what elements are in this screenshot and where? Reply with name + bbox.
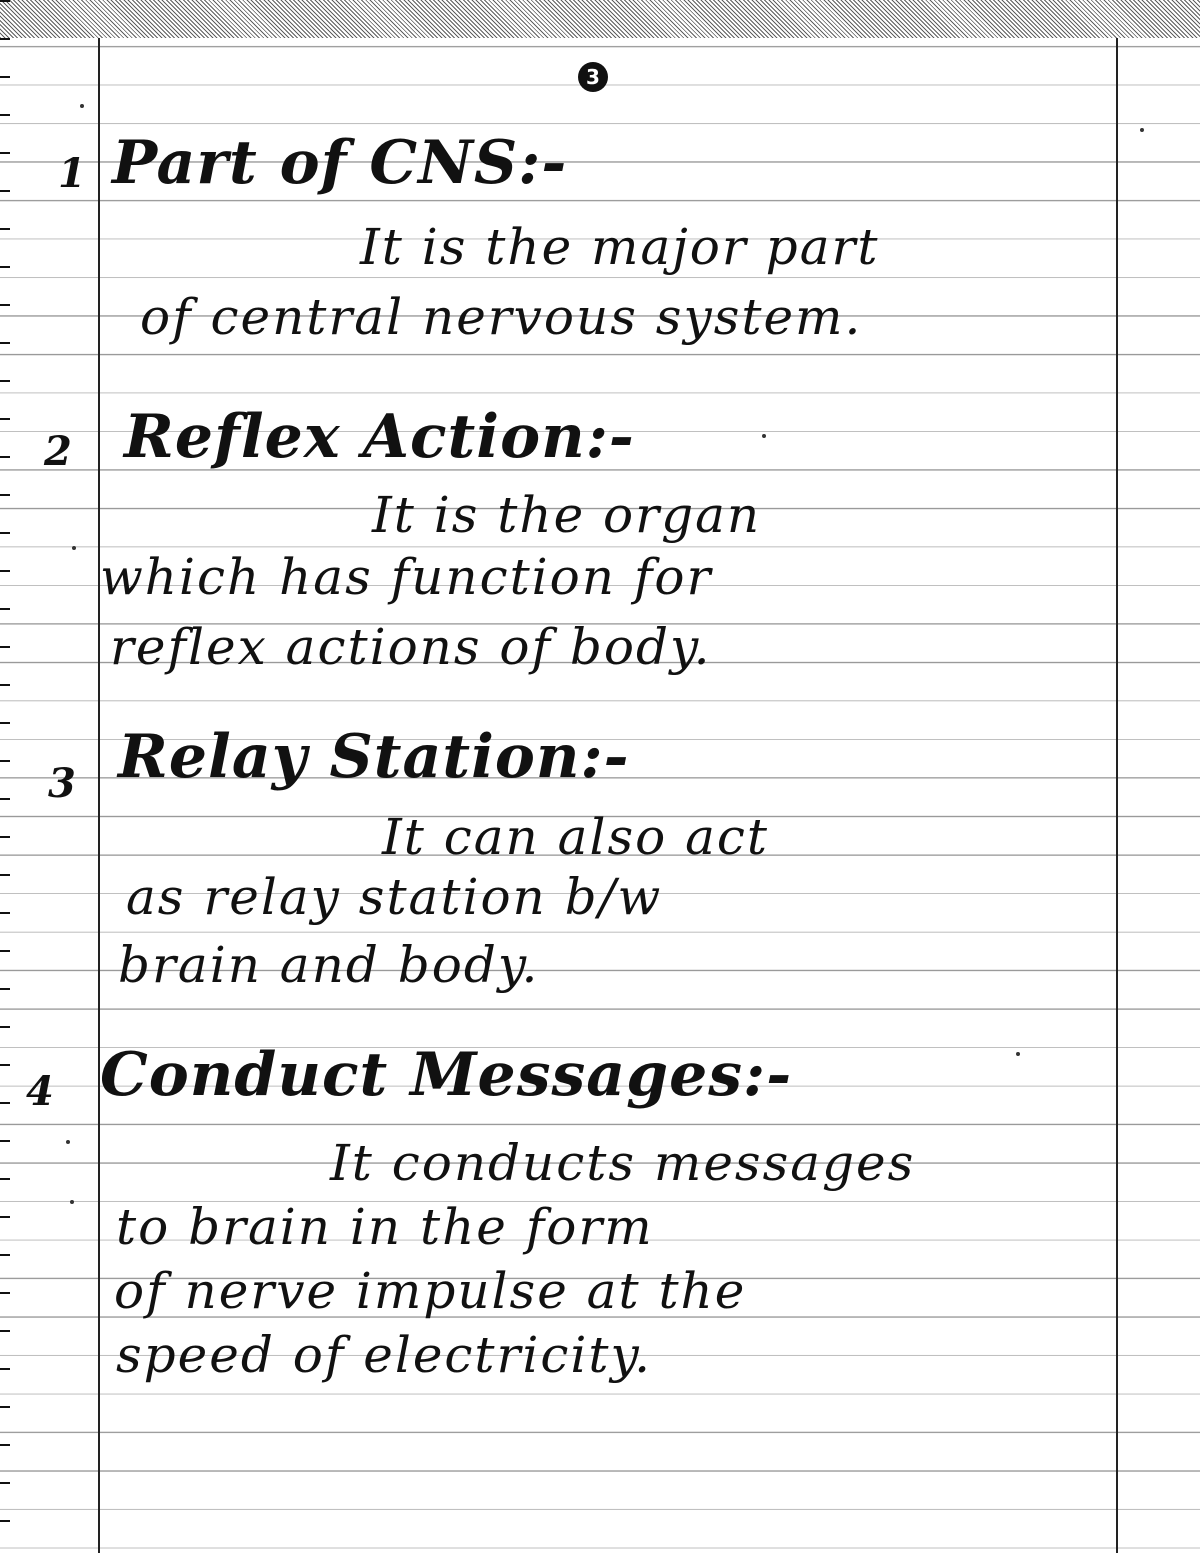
page-edge-ticks bbox=[0, 0, 10, 1553]
left-margin-line bbox=[98, 38, 100, 1553]
scan-speck bbox=[1016, 1052, 1020, 1056]
section-2-line-3: reflex actions of body. bbox=[110, 618, 712, 676]
section-4-line-1: It conducts messages bbox=[330, 1134, 916, 1192]
section-4-line-2: to brain in the form bbox=[116, 1198, 654, 1256]
scan-speck bbox=[70, 1200, 74, 1204]
section-3-line-3: brain and body. bbox=[118, 936, 540, 994]
section-2-number: 2 bbox=[44, 428, 72, 475]
right-margin-line bbox=[1116, 38, 1118, 1553]
section-2-line-1: It is the organ bbox=[372, 486, 762, 544]
scan-edge-band bbox=[0, 0, 1200, 38]
scan-speck bbox=[72, 546, 76, 550]
section-1-number: 1 bbox=[58, 150, 86, 197]
section-3-line-2: as relay station b/w bbox=[126, 868, 663, 926]
section-3-line-1: It can also act bbox=[382, 808, 770, 866]
section-1-heading: Part of CNS:- bbox=[112, 128, 568, 198]
page-number-badge: 3 bbox=[578, 62, 608, 92]
section-4-line-3: of nerve impulse at the bbox=[114, 1262, 747, 1320]
section-1-line-1: It is the major part bbox=[360, 218, 880, 276]
section-4-number: 4 bbox=[26, 1068, 54, 1115]
scan-speck bbox=[80, 104, 84, 108]
scan-speck bbox=[66, 1140, 70, 1144]
scan-speck bbox=[762, 434, 766, 438]
scan-speck bbox=[1140, 128, 1144, 132]
section-4-heading: Conduct Messages:- bbox=[100, 1040, 793, 1110]
section-3-number: 3 bbox=[48, 760, 76, 807]
section-2-line-2: which has function for bbox=[100, 548, 713, 606]
section-2-heading: Reflex Action:- bbox=[124, 402, 635, 472]
section-1-line-2: of central nervous system. bbox=[140, 288, 863, 346]
section-4-line-4: speed of electricity. bbox=[116, 1326, 652, 1384]
section-3-heading: Relay Station:- bbox=[118, 722, 630, 792]
